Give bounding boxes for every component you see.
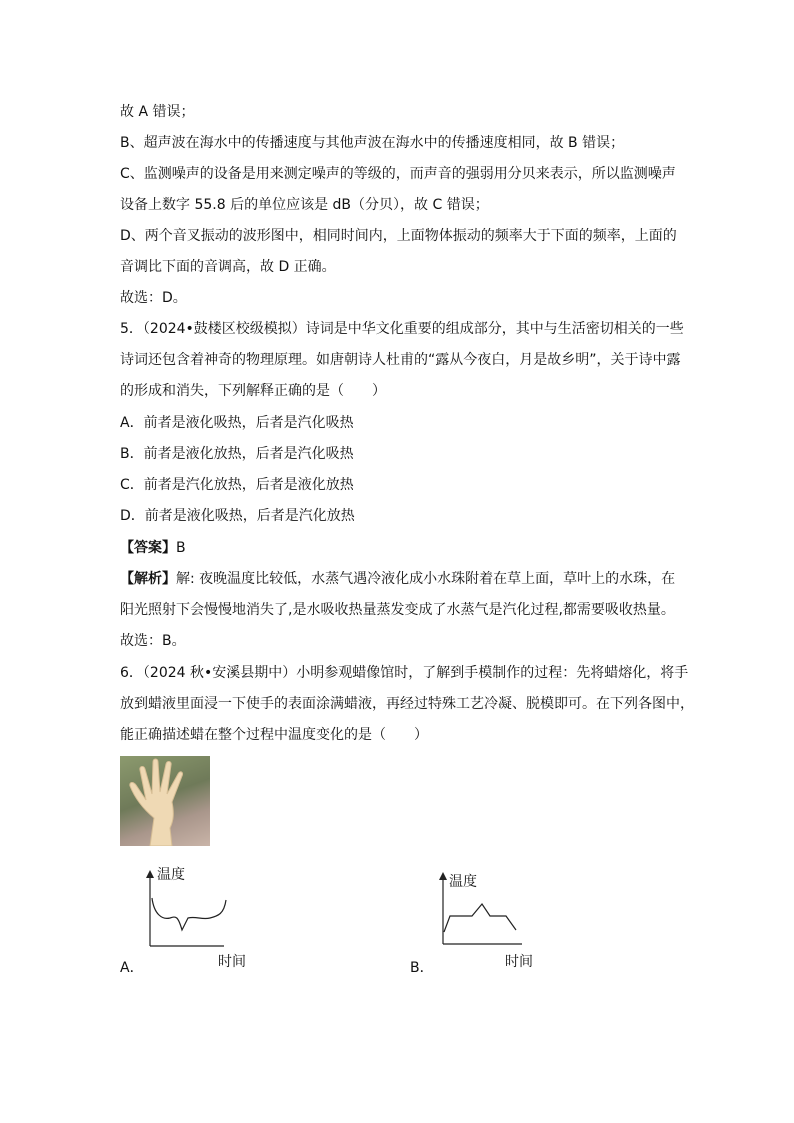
option-c: C．前者是汽化放热，后者是液化放热: [120, 477, 354, 493]
y-axis-label: 温度: [157, 867, 185, 883]
text-line: 故选：D。: [120, 290, 187, 306]
answer-value: B: [176, 540, 186, 556]
question-5-stem: 诗词还包含着神奇的物理原理。如唐朝诗人杜甫的“露从今夜白，月是故乡明”，关于诗中露: [120, 352, 681, 368]
option-a: A．前者是液化吸热，后者是汽化吸热: [120, 415, 354, 431]
graph-option-label: B．: [410, 960, 434, 976]
x-axis-label: 时间: [218, 954, 246, 970]
temperature-graph-a: [140, 870, 240, 950]
analysis-line: 故选：B。: [120, 633, 186, 649]
text-line: D、两个音叉振动的波形图中，相同时间内，上面物体振动的频率大于下面的频率，上面的: [120, 228, 677, 244]
question-5-stem: 5．（2024•鼓楼区校级模拟）诗词是中华文化重要的组成部分，其中与生活密切相关的一些: [120, 321, 684, 337]
question-6-stem: 放到蜡液里面浸一下使手的表面涂满蜡液，再经过特殊工艺冷凝、脱模即可。在下列各图中，: [120, 696, 694, 712]
analysis-text: 解: 夜晚温度比较低，水蒸气遇冷液化成小水珠附着在草上面，草叶上的水珠，在: [176, 571, 676, 587]
analysis-label: 【解析】: [120, 571, 176, 587]
option-b: B．前者是液化放热，后者是汽化吸热: [120, 446, 354, 462]
y-axis-label: 温度: [449, 874, 477, 890]
analysis-line: [120, 569, 675, 589]
text-line: 设备上数字 55.8 后的单位应该是 dB（分贝），故 C 错误；: [120, 197, 489, 213]
graph-option-label: A．: [120, 960, 144, 976]
text-line: 音调比下面的音调高，故 D 正确。: [120, 259, 336, 275]
text-line: 故 A 错误；: [120, 104, 195, 120]
question-6-stem: 能正确描述蜡在整个过程中温度变化的是（ ）: [120, 727, 428, 743]
answer-line: [120, 538, 186, 558]
answer-label: 【答案】: [120, 540, 176, 556]
option-d: D．前者是液化吸热，后者是汽化放热: [120, 508, 355, 524]
wax-hand-photo: [120, 756, 210, 846]
question-5-stem: 的形成和消失，下列解释正确的是（ ）: [120, 383, 386, 399]
text-line: C、监测噪声的设备是用来测定噪声的等级的，而声音的强弱用分贝来表示，所以监测噪声: [120, 166, 676, 182]
analysis-line: 阳光照射下会慢慢地消失了,是水吸收热量蒸发变成了水蒸气是汽化过程,都需要吸收热量。: [120, 602, 675, 618]
text-line: B、超声波在海水中的传播速度与其他声波在海水中的传播速度相同，故 B 错误；: [120, 135, 625, 151]
question-6-stem: 6．（2024 秋•安溪县期中）小明参观蜡像馆时，了解到手模制作的过程：先将蜡熔化，将手: [120, 665, 689, 681]
temperature-graph-b: [434, 872, 534, 952]
x-axis-label: 时间: [505, 954, 533, 970]
